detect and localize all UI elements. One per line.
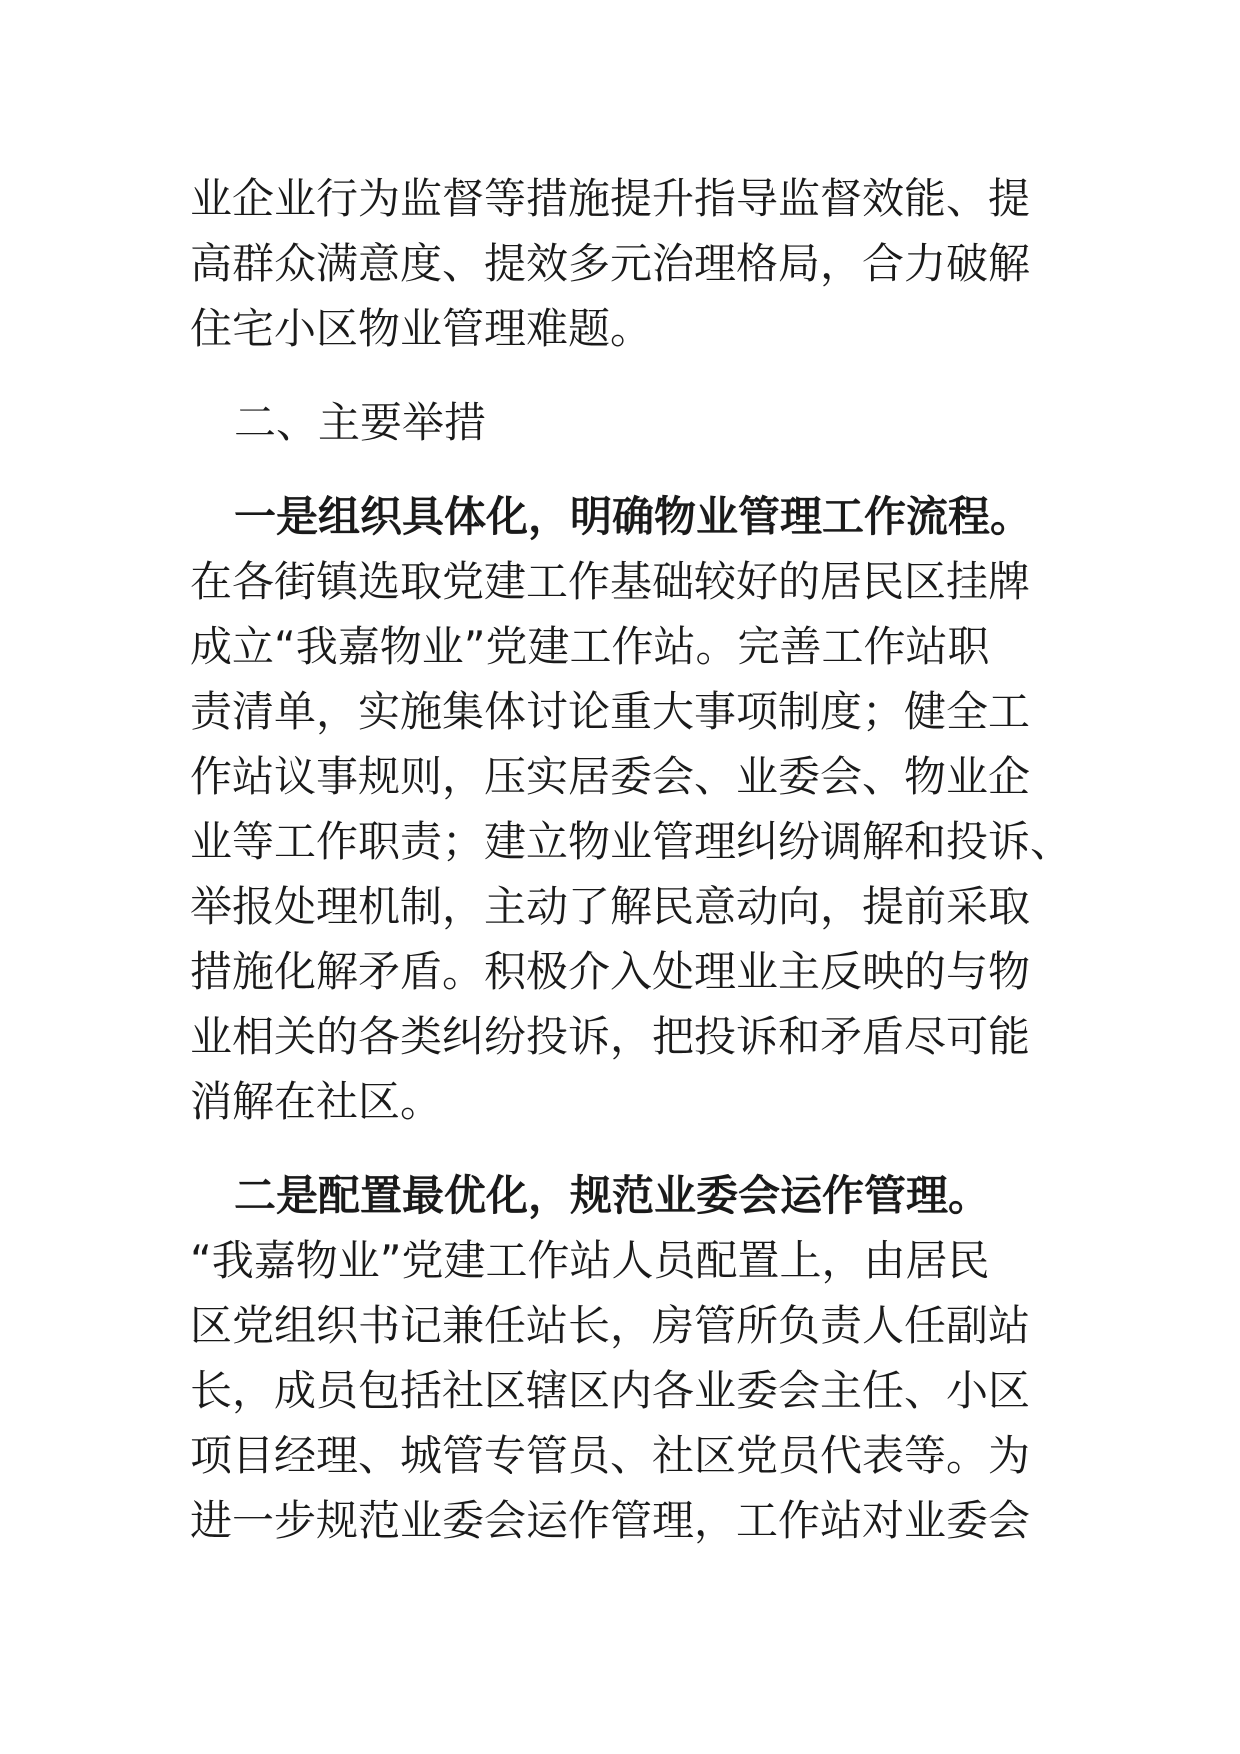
measure-1-paragraph <box>190 484 1073 1134</box>
text-line: 业相关的各类纠纷投诉，把投诉和矛盾尽可能 <box>190 1012 1031 1061</box>
text-line: 业等工作职责；建立物业管理纠纷调解和投诉、 <box>190 817 1073 866</box>
text-line: 在各街镇选取党建工作基础较好的居民区挂牌 <box>190 557 1031 606</box>
document-page <box>190 166 1073 1553</box>
measure-2-title: 二是配置最优化，规范业委会运作管理。 <box>234 1171 991 1220</box>
section-heading: 二、主要举措 <box>234 398 487 447</box>
text-line: 长，成员包括社区辖区内各业委会主任、小区 <box>190 1366 1031 1415</box>
text-line: 消解在社区。 <box>190 1077 443 1126</box>
measure-1-title: 一是组织具体化，明确物业管理工作流程。 <box>234 492 1033 541</box>
text-line: 住宅小区物业管理难题。 <box>190 304 653 353</box>
intro-paragraph <box>190 166 1070 361</box>
text-line: 责清单，实施集体讨论重大事项制度；健全工 <box>190 687 1031 736</box>
text-line: 项目经理、城管专管员、社区党员代表等。为 <box>190 1431 1031 1480</box>
text-line: 区党组织书记兼任站长，房管所负责人任副站 <box>190 1301 1031 1350</box>
text-line: 措施化解矛盾。积极介入处理业主反映的与物 <box>190 947 1031 996</box>
text-line: 高群众满意度、提效多元治理格局，合力破解 <box>190 239 1031 288</box>
text-line: 进一步规范业委会运作管理，工作站对业委会 <box>190 1496 1031 1545</box>
text-line: 业企业行为监督等措施提升指导监督效能、提 <box>190 174 1031 223</box>
text-line: 举报处理机制，主动了解民意动向，提前采取 <box>190 882 1031 931</box>
text-line: 作站议事规则，压实居委会、业委会、物业企 <box>190 752 1031 801</box>
measure-2-paragraph <box>190 1163 1070 1553</box>
text-line: 成立“我嘉物业”党建工作站。完善工作站职 <box>190 622 990 671</box>
text-line: “我嘉物业”党建工作站人员配置上，由居民 <box>190 1236 990 1285</box>
